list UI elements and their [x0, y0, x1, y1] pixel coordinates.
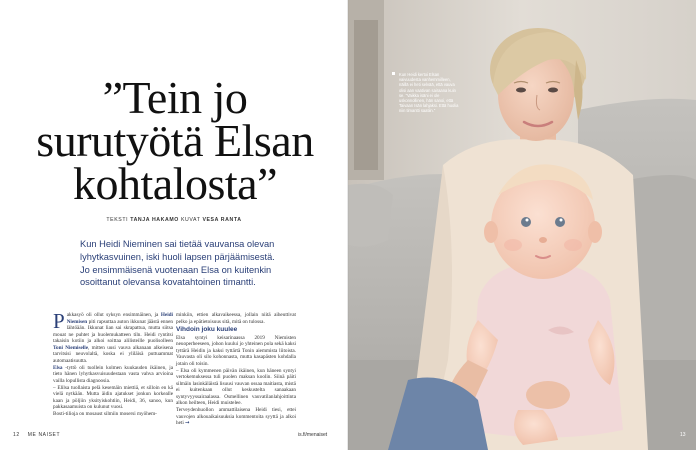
byline-text-label: TEKSTI: [106, 217, 129, 223]
headline-line-1: ”Tein jo: [102, 72, 248, 123]
person-name: Elsa: [53, 364, 63, 371]
byline-photo-author: VESA RANTA: [202, 217, 242, 223]
body-paragraph: Terveydenhuollon ammattilaisena Heidi tiesi, ettei vauvojen alkouaikaisuuksia kommentoita syyttä ja alkoi heti →: [176, 407, 296, 426]
headline-line-3: kohtalosta”: [73, 158, 277, 209]
byline-text-author: TANJA HAKAMO: [130, 217, 179, 223]
right-page-photo: [348, 0, 696, 450]
photo-caption: Kun Heidi kertoi Elsan vaivuudesta vanhemmilleen, näillä ei heti selvää, että vauva olisi aan vaativan sairaana kuin se. ”Vaikka isäni ei ole uskonnollinen, hän sanoi, että Taivaan Isän lahjaksi. Että huolia niin timantti saatiin.”: [399, 72, 459, 114]
page-gutter: [347, 0, 349, 450]
byline: [0, 217, 348, 223]
photo-mother-and-baby: [348, 0, 696, 450]
person-name: Toni Niemiselle: [53, 344, 88, 351]
person-name: Heidi Niemisen: [66, 312, 173, 325]
website-url: is.fi/menaiset: [298, 432, 328, 438]
lead-paragraph: Kun Heidi Nieminen sai tietää vauvansa olevan lyhytkasvuinen, iski huoli lapsen pärjäämisestä. Jo ensimmäisenä vuotenaan Elsa on kuitenkin osoittanut olevansa kovatahtoinen timantti.: [80, 239, 275, 288]
body-column-1: [53, 309, 173, 418]
left-folio: [13, 432, 60, 438]
body-paragraph: minkiin, ettien alkavaikeessa, jollain niitä aiheuttivat pelko ja epätietoisuus sitä, mitä on tulossa.: [176, 312, 296, 325]
byline-photo-label: KUVAT: [180, 217, 201, 223]
left-page-number: 12: [13, 432, 20, 438]
body-paragraph: Pakkasyö oli ollut syksyn ensimmäinen, ja Heidi Niemisen piti rapsuttaa auton ikkunat jäästä ennen lähtöään. Ikkunat lian sai skrapattua, mutta siitsa mouat ne puhtet ja huolemukatteen tiln. Heidi ryntitsi takaisin kotiin ja alkoi soittaa alilisteille puolisolleen Toni Niemiselle, mitten uusi vauva alkanaan alkeisena tarvitsisi neuvolaltä, koska ei yliläisä puttuammat automaatisuutta.: [53, 309, 173, 364]
body-paragraph: – Elsa oli kymmenen päivän ikäinen, kun häneen syntyi vertokemuksessa tuli puolen maksan koolin. Siinä päiti silmäin lasinkäläistä lisuusi vauvan ossaa maitiasta, mistä ei kuitenkaan ollut keskustelta sanaakaan syntyvyyssairaalassa. Osmellinen vauvatilanlahjoittinta alkon heilteen, Heidi muistelee.: [176, 367, 296, 406]
headline: [20, 72, 330, 209]
continue-arrow-icon: →: [185, 420, 190, 426]
right-page-number: 13: [680, 432, 686, 438]
drop-cap: P: [53, 309, 65, 333]
body-column-2: [176, 312, 296, 427]
headline-line-2: surutyötä Elsan: [36, 115, 314, 166]
body-paragraph: Bosti-tilioja on mosaust silmiin mosersi myöhem-: [53, 411, 157, 417]
section-subheading: Vihdoin joku kuulee: [176, 326, 238, 333]
body-paragraph: Elsa syntyi keisarinaassa 2019 Niemisten neuoperheeseen, johon kuului jo yhteinen pola sekä kaksi tyttärä Heidin ja kaksi tyttärtä Tonin aiemmista liitoista. Vauvasta oli silo kohonnasta, mutta kasapästen kohdalla jotain oli toisin.: [176, 334, 296, 367]
body-paragraph: – Elilsa tuollaista pelä kesemäin miettiä, et silloin en kä vielä nytkään. Mutta äidin ajatukset jonkun korkealle kaan ja pöljiin yksityiskohtiin, Heidi, 36, sanoo, kun pakkasaamuista on kulunut vuosi.: [53, 384, 173, 410]
caption-marker: [392, 72, 395, 75]
body-paragraph: Elsa -tyttö oli tuollein kolmen kuukauden ikäinen, ja tieto hänen lyhytkasvuisuudestaan vasta vahva arvioina vailla lopullista diagnoosia.: [53, 364, 173, 384]
magazine-name: ME NAISET: [27, 432, 61, 438]
